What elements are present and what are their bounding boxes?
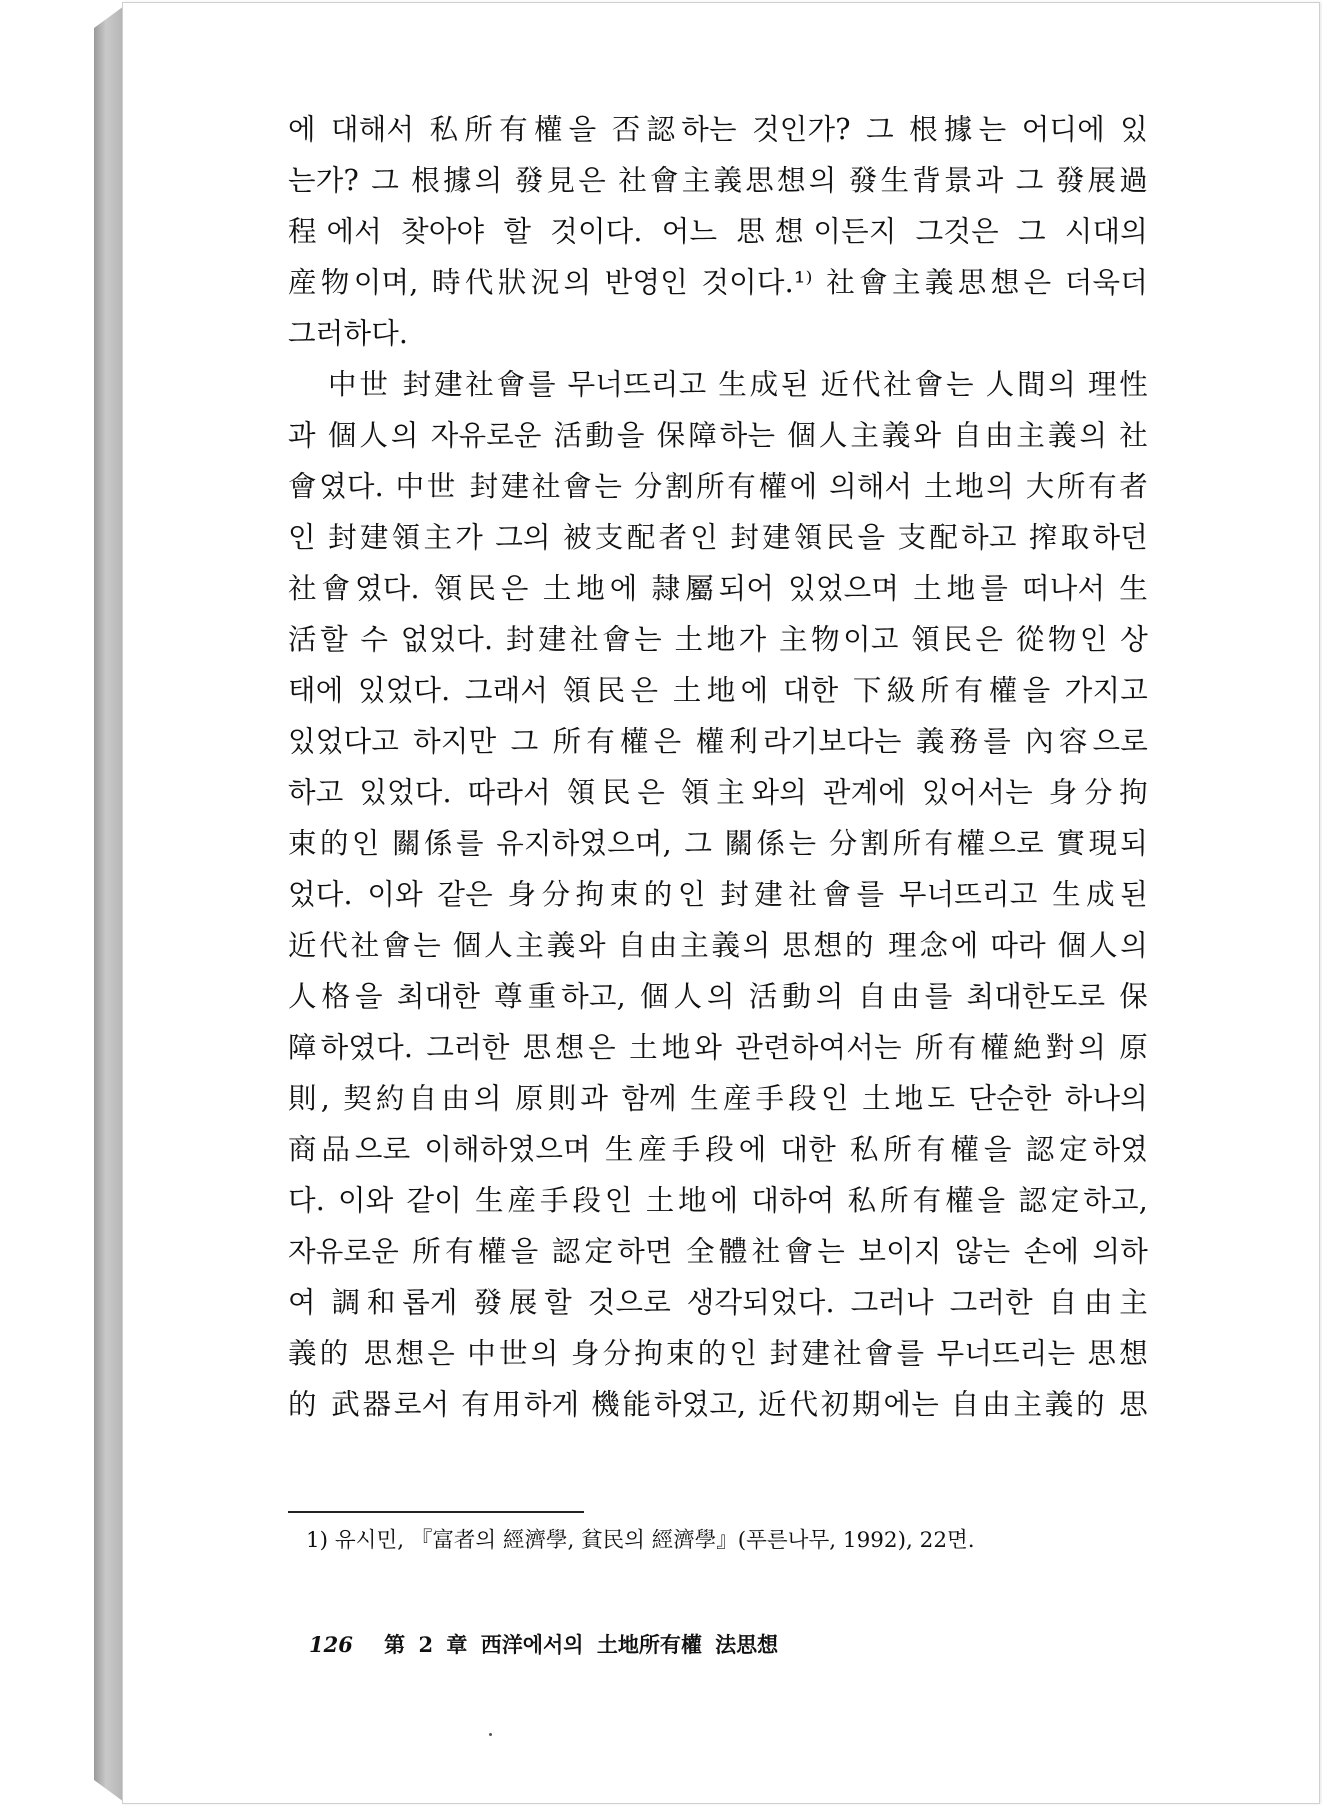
text-line: 社會였다. 領民은 土地에 隷屬되어 있었으며 土地를 떠나서 生 xyxy=(288,572,1148,605)
book-page-edge xyxy=(94,6,124,1802)
text-line: 자유로운 所有權을 認定하면 全體社會는 보이지 않는 손에 의하 xyxy=(288,1235,1148,1268)
text-line: 程에서 찾아야 할 것이다. 어느 思想이든지 그것은 그 시대의 xyxy=(288,215,1148,248)
text-line: 다. 이와 같이 生産手段인 土地에 대하여 私所有權을 認定하고, xyxy=(288,1184,1148,1217)
body-text xyxy=(288,104,1148,1430)
text-line: 있었다고 하지만 그 所有權은 權利라기보다는 義務를 內容으로 xyxy=(288,725,1148,758)
chapter-label: 第 2 章 xyxy=(384,1632,468,1657)
text-line: 障하였다. 그러한 思想은 土地와 관련하여서는 所有權絶對의 原 xyxy=(288,1031,1148,1064)
text-line: 産物이며, 時代狀況의 반영인 것이다.¹⁾ 社會主義思想은 더욱더 xyxy=(288,266,1148,299)
text-line: 하고 있었다. 따라서 領民은 領主와의 관계에 있어서는 身分拘 xyxy=(288,776,1148,809)
running-footer xyxy=(309,1628,778,1662)
text-line: 는가? 그 根據의 發見은 社會主義思想의 發生背景과 그 發展過 xyxy=(288,164,1148,197)
footnote-rule xyxy=(288,1511,584,1513)
page-number: 126 xyxy=(309,1632,353,1657)
text-line: 그러하다. xyxy=(288,317,409,350)
text-line: 會였다. 中世 封建社會는 分割所有權에 의해서 土地의 大所有者 xyxy=(288,470,1148,503)
text-line: 的 武器로서 有用하게 機能하였고, 近代初期에는 自由主義的 思 xyxy=(288,1388,1148,1421)
text-line: 었다. 이와 같은 身分拘束的인 封建社會를 무너뜨리고 生成된 xyxy=(288,878,1148,911)
chapter-title: 西洋에서의 土地所有權 法思想 xyxy=(480,1632,779,1657)
text-line: 近代社會는 個人主義와 自由主義의 思想的 理念에 따라 個人의 xyxy=(288,929,1148,962)
text-line: 에 대해서 私所有權을 否認하는 것인가? 그 根據는 어디에 있 xyxy=(288,113,1148,146)
text-line: 과 個人의 자유로운 活動을 保障하는 個人主義와 自由主義의 社 xyxy=(288,419,1148,452)
scan-speck xyxy=(489,1733,492,1736)
text-line: 活할 수 없었다. 封建社會는 土地가 主物이고 領民은 從物인 상 xyxy=(288,623,1148,656)
text-line: 人格을 최대한 尊重하고, 個人의 活動의 自由를 최대한도로 保 xyxy=(288,980,1148,1013)
text-line: 인 封建領主가 그의 被支配者인 封建領民을 支配하고 搾取하던 xyxy=(288,521,1148,554)
text-line: 則, 契約自由의 原則과 함께 生産手段인 土地도 단순한 하나의 xyxy=(288,1082,1148,1115)
text-line: 商品으로 이해하였으며 生産手段에 대한 私所有權을 認定하였 xyxy=(288,1133,1148,1166)
footnote: 1) 유시민, 『富者의 經濟學, 貧民의 經濟學』(푸른나무, 1992), 22면. xyxy=(306,1528,975,1553)
text-line: 여 調和롭게 發展할 것으로 생각되었다. 그러나 그러한 自由主 xyxy=(288,1286,1148,1319)
text-line: 태에 있었다. 그래서 領民은 土地에 대한 下級所有權을 가지고 xyxy=(288,674,1148,707)
text-line: 束的인 關係를 유지하였으며, 그 關係는 分割所有權으로 實現되 xyxy=(288,827,1148,860)
text-line: 義的 思想은 中世의 身分拘束的인 封建社會를 무너뜨리는 思想 xyxy=(288,1337,1148,1370)
text-line: 中世 封建社會를 무너뜨리고 生成된 近代社會는 人間의 理性 xyxy=(328,368,1148,401)
